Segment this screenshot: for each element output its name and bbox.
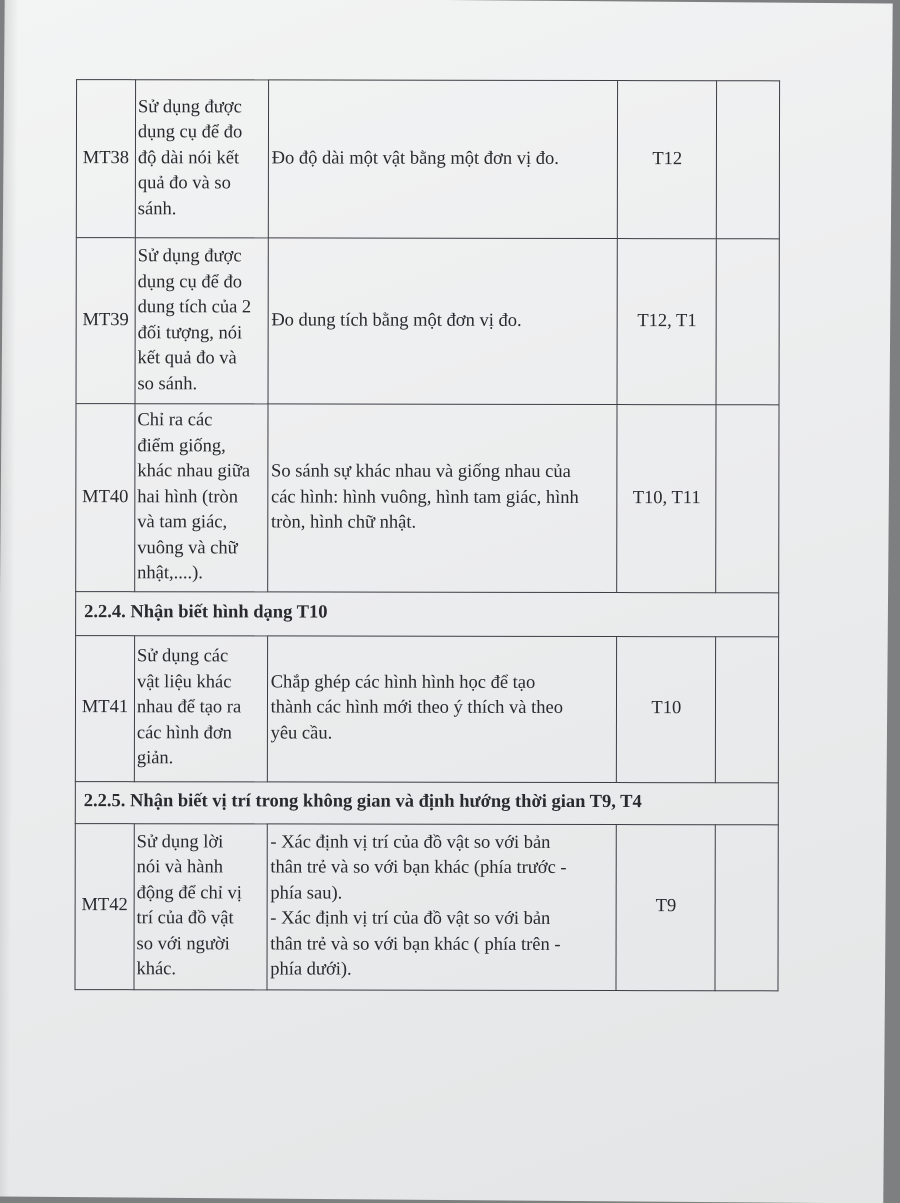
table-row xyxy=(76,404,779,593)
topic-code: T12 xyxy=(618,81,717,239)
text-line: so sánh. xyxy=(137,373,198,394)
curriculum-table xyxy=(74,79,780,991)
text-line: thân trẻ và so với bạn khác ( phía trên - xyxy=(270,933,561,955)
text-line: Sử dụng các xyxy=(136,646,229,667)
text-line: sánh. xyxy=(137,198,177,220)
empty-cell xyxy=(715,824,778,990)
text-line: - Xác định vị trí của đồ vật so với bản xyxy=(270,831,551,853)
table-row xyxy=(76,238,779,405)
text-line: vật liệu khác xyxy=(136,671,232,693)
text-line: Sử dụng được xyxy=(137,96,242,118)
text-line: Sử dụng được xyxy=(137,246,242,267)
topic-code: T10, T11 xyxy=(617,405,716,593)
empty-cell xyxy=(717,81,780,239)
text-line: So sánh sự khác nhau và giống nhau của xyxy=(271,461,571,482)
objective-code: MT40 xyxy=(76,404,135,592)
content-text xyxy=(267,404,617,592)
section-heading: 2.2.4. Nhận biết hình dạng T10 xyxy=(76,591,779,636)
text-line: thành các hình mới theo ý thích và theo xyxy=(270,697,564,719)
text-line: vuông và chữ xyxy=(137,537,238,558)
objective-text xyxy=(135,80,268,238)
topic-code: T10 xyxy=(617,636,716,782)
objective-code: MT39 xyxy=(76,238,135,404)
empty-cell xyxy=(716,405,779,593)
text-line: phía sau). xyxy=(270,882,343,904)
section-row xyxy=(75,781,778,824)
section-row xyxy=(76,591,779,636)
text-line: đối tượng, nói xyxy=(137,322,243,343)
text-line: trí của đồ vật xyxy=(136,908,234,929)
text-line: nhau để tạo ra xyxy=(136,697,242,718)
empty-cell xyxy=(716,636,779,782)
text-line: điểm giống, xyxy=(137,435,226,456)
text-line: dụng cụ để đo xyxy=(137,271,242,292)
topic-code: T12, T1 xyxy=(617,239,716,405)
text-line: thân trẻ và so với bạn khác (phía trước - xyxy=(270,857,567,878)
content-text xyxy=(267,635,617,782)
text-line: kết quả đo và xyxy=(137,348,237,369)
objective-text xyxy=(134,823,267,989)
table-row xyxy=(75,635,778,782)
text-line: nhật,....). xyxy=(137,563,203,584)
text-line: các hình: hình vuông, hình tam giác, hình xyxy=(271,486,579,508)
text-line: nói và hành xyxy=(136,857,223,878)
text-line: Đo dung tích bằng một đơn vị đo. xyxy=(271,310,522,331)
text-line: tròn, hình chữ nhật. xyxy=(270,512,417,533)
objective-code: MT38 xyxy=(76,80,135,238)
content-text xyxy=(268,238,618,405)
empty-cell xyxy=(716,239,779,405)
text-line: so với người xyxy=(136,933,230,954)
text-line: yêu cầu. xyxy=(270,723,333,744)
text-line: động để chỉ vị xyxy=(136,882,242,903)
content-text xyxy=(268,80,618,239)
text-line: dung tích của 2 xyxy=(137,297,252,318)
table-row xyxy=(76,80,779,239)
text-line: khác. xyxy=(136,959,177,980)
text-line: phía dưới). xyxy=(270,959,352,980)
text-line: khác nhau giữa xyxy=(137,461,251,482)
text-line: - Xác định vị trí của đồ vật so với bản xyxy=(270,908,551,929)
objective-text xyxy=(134,635,267,781)
objective-text xyxy=(135,238,268,404)
text-line: các hình đơn xyxy=(136,722,232,744)
section-heading: 2.2.5. Nhận biết vị trí trong không gian và định hướng thời gian T9, T4 xyxy=(75,781,778,824)
text-line: Chắp ghép các hình hình học để tạo xyxy=(270,672,536,693)
text-line: quả đo và so xyxy=(137,173,231,194)
table-row xyxy=(75,823,778,990)
text-line: Sử dụng lời xyxy=(136,831,224,852)
text-line: và tam giác, xyxy=(137,512,228,533)
text-line: giản. xyxy=(136,748,174,769)
text-line: hai hình (tròn xyxy=(137,486,239,507)
topic-code: T9 xyxy=(616,824,715,990)
text-line: Chỉ ra các xyxy=(137,410,213,431)
objective-code: MT41 xyxy=(75,635,134,781)
text-line: độ dài nói kết xyxy=(137,147,240,169)
objective-code: MT42 xyxy=(75,823,134,989)
text-line: dụng cụ để đo xyxy=(137,122,243,143)
text-line: Đo độ dài một vật bằng một đơn vị đo. xyxy=(271,148,559,169)
objective-text xyxy=(135,404,268,592)
page-edge-shadow xyxy=(0,0,19,1197)
content-text xyxy=(267,823,617,990)
